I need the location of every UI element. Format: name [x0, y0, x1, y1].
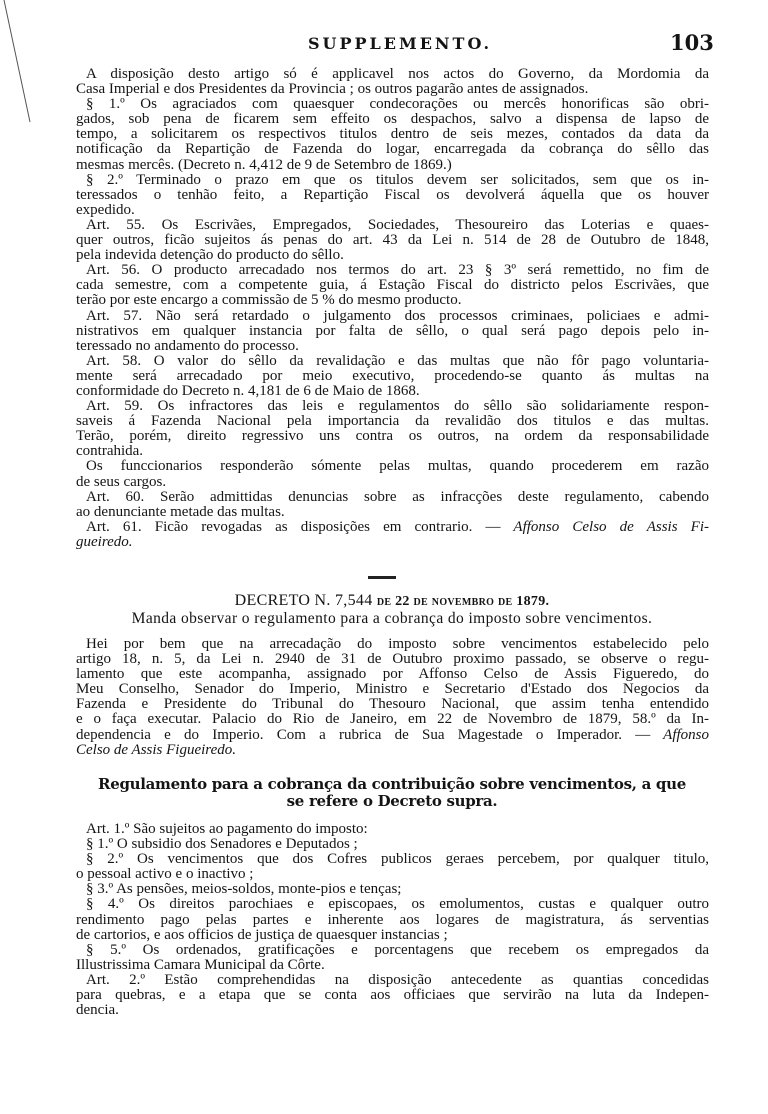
section-top	[76, 67, 709, 550]
text-line: § 5.º Os ordenados, gratificações e porcentagens que recebem os empregados da	[86, 941, 709, 958]
decree-number: DECRETO N. 7,544	[234, 592, 373, 609]
decree-summary: Manda observar o regulamento para a cobrança do imposto sobre vencimentos.	[131, 610, 653, 627]
paragraph	[76, 973, 709, 1018]
paragraph	[76, 852, 709, 882]
text-line: saveis á Fazenda Nacional pela importancia da revalidão dos titulos e das multas.	[76, 413, 709, 430]
text-line: tempo, a solicitarem os respectivos titulos dentro de seis mezes, contados da data da	[76, 126, 709, 143]
text-line: Art. 55. Os Escrivães, Empregados, Sociedades, Thesoureiro das Loterias e quaes-	[86, 216, 709, 233]
text-line: Art. 2.º Estão comprehendidas na disposição antecedente as quantias concedidas	[86, 971, 709, 988]
paragraph	[76, 67, 709, 97]
text-line: para quebras, e a etapa que se conta aos officiaes que servirão na luta da Indepen-	[76, 987, 709, 1004]
paragraph	[76, 637, 709, 758]
paragraph	[76, 897, 709, 942]
signature: Affonso Celso de Assis Fi-	[500, 518, 710, 535]
paragraph	[76, 490, 709, 520]
text-line: Art. 59. Os infractores das leis e regulamentos do sêllo são solidariamente respon-	[86, 398, 709, 415]
paragraph	[76, 822, 709, 837]
text-line: Casa Imperial e dos Presidentes da Provincia ; os outros pagarão antes de assignados.	[76, 81, 589, 98]
text-line: rendimento pago pelas partes e inherente aos logares de magistratura, ás serventias	[76, 911, 709, 928]
regulation-title	[72, 776, 712, 810]
paragraph	[76, 263, 709, 308]
paragraph	[76, 173, 709, 218]
paragraph	[76, 399, 709, 459]
text-line: Art. 60. Serão admittidas denuncias sobre as infracções deste regulamento, cabendo	[86, 488, 709, 505]
paragraph	[76, 218, 709, 263]
paragraph	[76, 459, 709, 489]
section-divider	[368, 576, 396, 579]
page-number: 103	[670, 30, 714, 55]
text-line: Terão, porém, direito regressivo uns contra os outros, na ordem da responsabilidade	[76, 428, 709, 445]
text-line: Meu Conselho, Senador do Imperio, Ministro e Secretario d'Estado dos Negocios da	[76, 681, 709, 698]
paragraph	[76, 97, 709, 172]
text-line: dependencia e do Imperio. Com a rubrica de Sua Magestade o Imperador. — Affonso	[76, 726, 709, 743]
text-line: o pessoal activo e o inactivo ;	[76, 866, 254, 883]
text-line: Art. 61. Ficão revogadas as disposições em contrario. — Affonso Celso de Assis Fi-	[86, 518, 710, 535]
text-line: conformidade do Decreto n. 4,181 de 6 de Maio de 1868.	[76, 382, 420, 399]
text-line: lamento que este acompanha, assignado por Affonso Celso de Assis Figueredo, do	[76, 666, 709, 683]
text-line: pela indevida detenção do producto do sêllo.	[76, 247, 344, 264]
text-line: mesmas mercês. (Decreto n. 4,412 de 9 de Setembro de 1869.)	[76, 156, 452, 173]
scan-edge-line	[0, 0, 40, 130]
text-line: nistrativos em qualquer instancia por falta de sêllo, o qual será pago depois pelo in-	[76, 322, 709, 339]
signature: gueiredo.	[76, 533, 133, 550]
paragraph	[76, 354, 709, 399]
text-line: artigo 18, n. 5, da Lei n. 2940 de 31 de Outubro proximo passado, se observe o regu-	[76, 651, 709, 668]
text-line: de seus cargos.	[76, 473, 167, 490]
text-line: Os funccionarios responderão sómente pelas multas, quando procederem em razão	[86, 458, 709, 475]
paragraph	[76, 943, 709, 973]
signature: Affonso	[650, 726, 709, 743]
decree-body	[76, 637, 709, 758]
text-line: terão por este encargo a commissão de 5 % do mesmo producto.	[76, 292, 462, 309]
paragraph	[76, 837, 709, 852]
text-line: notificação da Repartição de Fazenda do logar, encarregada da cobrança do sêllo das	[76, 141, 709, 158]
paragraph	[76, 882, 709, 897]
text-line: § 3.º As pensões, meios-soldos, monte-pios e tenças;	[86, 881, 402, 898]
decree-date: de 22 de novembro de 1879.	[376, 594, 550, 609]
text-line: contrahida.	[76, 443, 144, 460]
text-line: § 2.º Os vencimentos que dos Cofres publicos geraes percebem, por qualquer titulo,	[86, 851, 709, 868]
text-line: teressados o tenhão feito, a Repartição Fiscal os devolverá áquella que os houver	[76, 186, 709, 203]
text-line: cada semestre, com a competente guia, á Estação Fiscal do districto pelos Escrivães, que	[76, 277, 709, 294]
regulation-body	[76, 822, 709, 1018]
regulation-title-line-1: Regulamento para a cobrança da contribuição sobre vencimentos, a que	[98, 775, 686, 793]
paragraph	[76, 309, 709, 354]
text-line: A disposição desto artigo só é applicavel nos actos do Governo, da Mordomia da	[86, 66, 709, 82]
text-line: § 1.º O subsidio dos Senadores e Deputados ;	[86, 836, 358, 853]
text-line: de cartorios, e aos officios de justiça de quaesquer instancias ;	[76, 926, 448, 943]
paragraph	[76, 520, 709, 550]
text-line: gados, sob pena de ficarem sem effeito os despachos, salvo a dispensa de lapso de	[76, 111, 709, 128]
text-line: § 4.º Os direitos parochiaes e episcopaes, os emolumentos, custas e qualquer outro	[86, 896, 709, 913]
text-line: ao denunciante metade das multas.	[76, 503, 285, 520]
text-line: quer outros, ficão sujeitos ás penas do art. 43 da Lei n. 514 de 28 de Outubro de 1848,	[76, 232, 709, 249]
text-line: Fazenda e Presidente do Tribunal do Thesouro Nacional, que assim tenha entendido	[76, 696, 709, 713]
text-line: Art. 1.º São sujeitos ao pagamento do imposto:	[86, 821, 368, 837]
signature: Celso de Assis Figueiredo.	[76, 741, 236, 758]
text-line: Hei por bem que na arrecadação do imposto sobre vencimentos estabelecido pelo	[86, 636, 709, 652]
text-line: § 2.º Terminado o prazo em que os titulos devem ser solicitados, sem que os in-	[86, 171, 709, 188]
text-line: Art. 58. O valor do sêllo da revalidação e das multas que não fôr pago voluntaria-	[86, 352, 709, 369]
text-line: expedido.	[76, 201, 135, 218]
text-line: Illustrissima Camara Municipal da Côrte.	[76, 956, 325, 973]
text-line: § 1.º Os agraciados com quaesquer condecorações ou mercês honorificas são obri-	[86, 96, 709, 113]
text-line: Art. 56. O producto arrecadado nos termos do art. 23 § 3º será remettido, no fim de	[86, 262, 709, 279]
text-line: e o faça executar. Palacio do Rio de Janeiro, em 22 de Novembro de 1879, 58.º da In-	[76, 711, 709, 728]
running-header: SUPPLEMENTO.	[307, 34, 493, 53]
text-line: dencia.	[76, 1002, 119, 1019]
text-line: teressado no andamento do processo.	[76, 337, 299, 354]
regulation-title-line-2: se refere o Decreto supra.	[286, 792, 498, 810]
text-line: Art. 57. Não será retardado o julgamento dos processos criminaes, policiaes e admi-	[86, 307, 709, 324]
text-line: mente será arrecadado por meio executivo, procedendo-se quanto ás multas na	[76, 367, 709, 384]
decree-title	[0, 592, 768, 610]
